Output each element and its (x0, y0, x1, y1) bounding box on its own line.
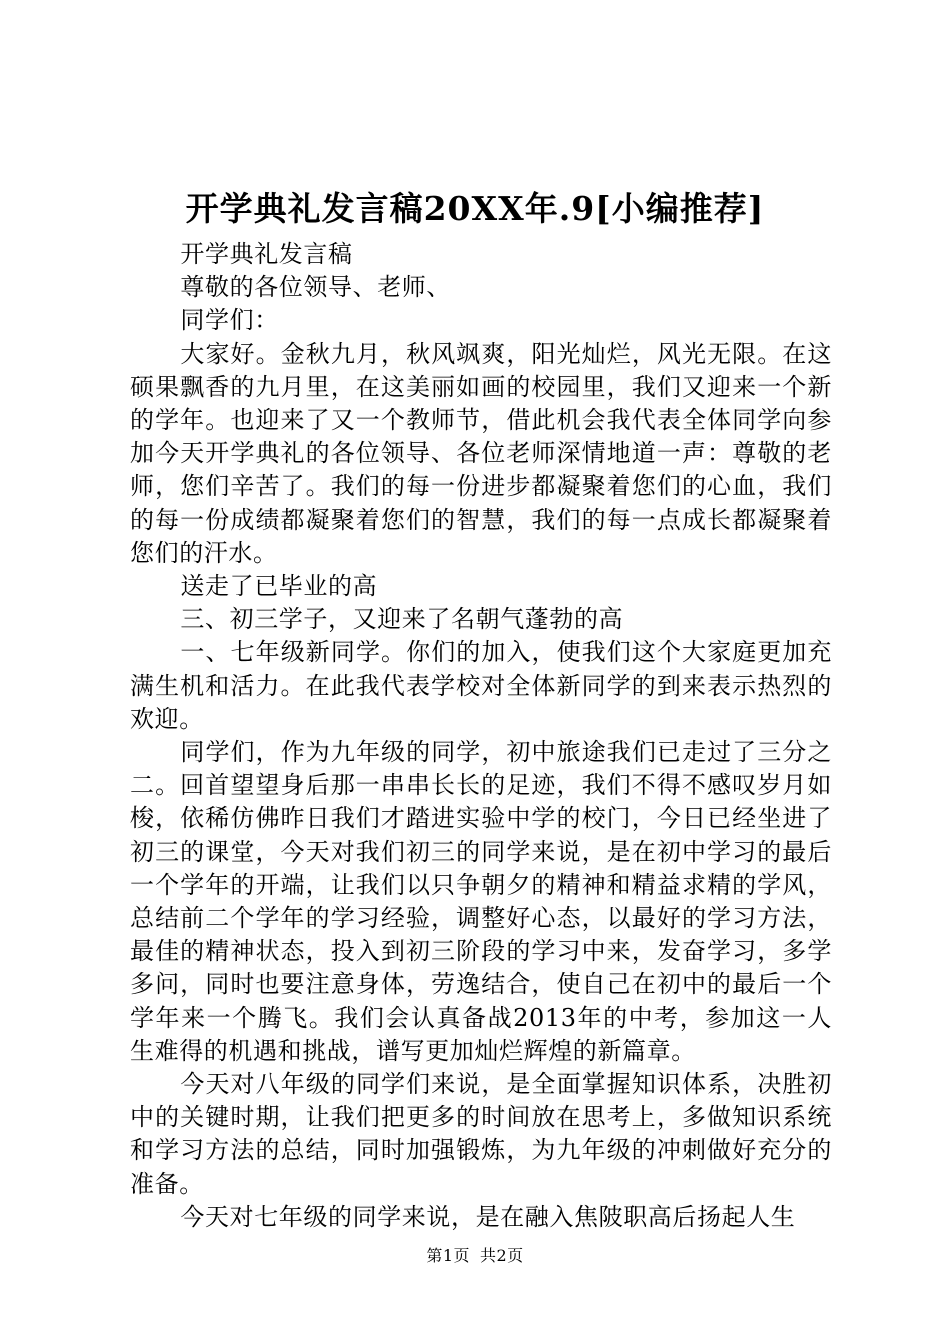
document-title: 开学典礼发言稿20XX年.9[小编推荐] (185, 189, 765, 228)
paragraph-grade-eight: 今天对八年级的同学们来说，是全面掌握知识体系，决胜初中的关键时期，让我们把更多的时间放在思考上，多做知识系统和学习方法的总结，同时加强锻炼，为九年级的冲刺做好充分的准备。 (130, 1070, 832, 1198)
paragraph-new-students: 一、七年级新同学。你们的加入，使我们这个大家庭更加充满生机和活力。在此我代表学校对全体新同学的到来表示热烈的欢迎。 (130, 638, 832, 733)
paragraph-grade-nine: 同学们，作为九年级的同学，初中旅途我们已走过了三分之二。回首望望身后那一串串长长的足迹，我们不得不感叹岁月如梭，依稀仿佛昨日我们才踏进实验中学的校门，今日已经坐进了初三的课堂，今天对我们初三的同学来说，是在初中学习的最后一个学年的开端，让我们以只争朝夕的精神和精益求精的学风，总结前二个学年的学习经验，调整好心态，以最好的学习方法，最佳的精神状态，投入到初三阶段的学习中来，发奋学习，多学多问，同时也要注意身体，劳逸结合，使自己在初中的最后一个学年来一个腾飞。我们会认真备战2013年的中考，参加这一人生难得的机遇和挑战，谱写更加灿烂辉煌的新篇章。 (130, 738, 832, 1065)
paragraph-welcome-line: 三、初三学子，又迎来了名朝气蓬勃的高 (180, 605, 624, 634)
paragraph-salutation-2: 同学们： (180, 306, 279, 335)
paragraph-farewell: 送走了已毕业的高 (180, 572, 378, 601)
document-body (130, 238, 832, 1234)
page-number: 第1页 (426, 1246, 470, 1265)
paragraph-salutation-1: 尊敬的各位领导、老师、 (180, 273, 451, 302)
page-footer (0, 1245, 950, 1267)
paragraph-grade-seven: 今天对七年级的同学来说，是在融入焦陂职高后扬起人生 (180, 1202, 796, 1231)
paragraph-greeting: 大家好。金秋九月，秋风飒爽，阳光灿烂，风光无限。在这硕果飘香的九月里，在这美丽如画的校园里，我们又迎来一个新的学年。也迎来了又一个教师节，借此机会我代表全体同学向参加今天开学典礼的各位领导、各位老师深情地道一声：尊敬的老师，您们辛苦了。我们的每一份进步都凝聚着您们的心血，我们的每一份成绩都凝聚着您们的智慧，我们的每一点成长都凝聚着您们的汗水。 (130, 339, 832, 567)
paragraph-heading: 开学典礼发言稿 (180, 240, 353, 268)
page-total: 共2页 (480, 1246, 524, 1265)
